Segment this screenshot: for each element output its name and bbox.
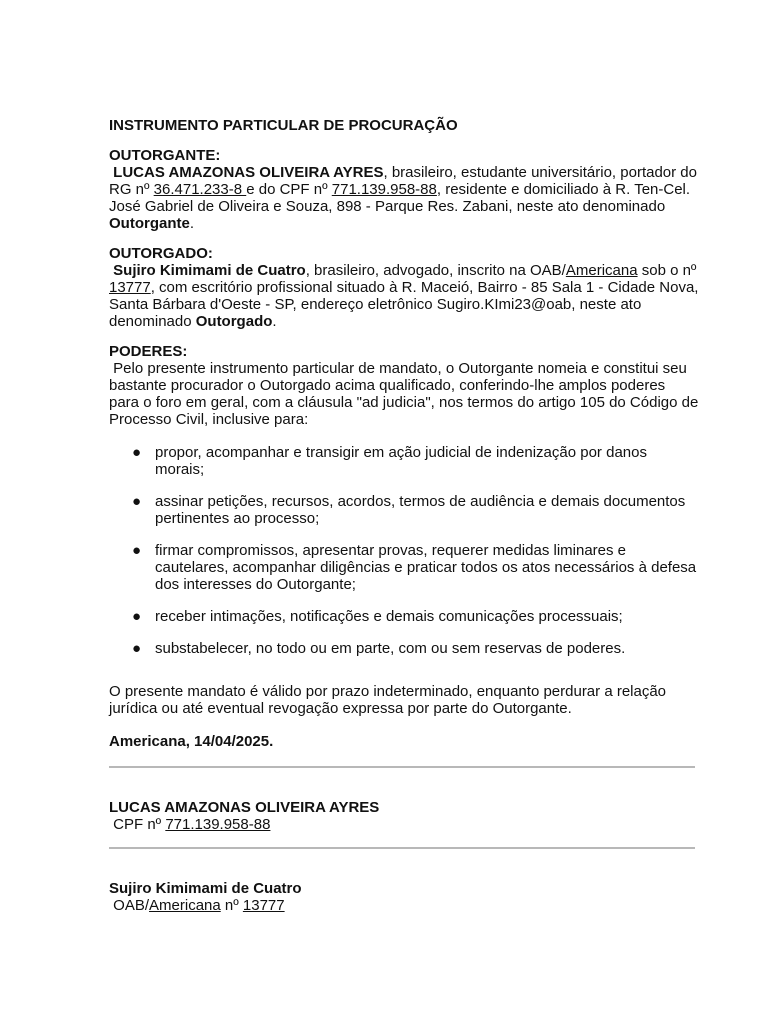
list-item-text: firmar compromissos, apresentar provas, requerer medidas liminares e cautelares, acompanhar diligências e praticar todos os atos necessários à defesa dos interesses do Outorgante; bbox=[155, 542, 697, 593]
signature-name-outorgado: Sujiro Kimimami de Cuatro bbox=[109, 880, 302, 897]
outorgante-rg: 36.471.233-8 bbox=[153, 181, 247, 198]
outorgante-name: LUCAS AMAZONAS OLIVEIRA AYRES bbox=[113, 164, 384, 181]
outorgado-name: Sujiro Kimimami de Cuatro bbox=[113, 262, 306, 279]
outorgado-text-1: , brasileiro, advogado, inscrito na OAB/ bbox=[305, 262, 566, 279]
outorgado-end: . bbox=[272, 313, 277, 330]
poderes-list bbox=[109, 444, 699, 657]
poderes-intro-paragraph bbox=[109, 360, 699, 428]
signature-name-outorgante: LUCAS AMAZONAS OLIVEIRA AYRES bbox=[109, 799, 380, 816]
list-item-text: substabelecer, no todo ou em parte, com ou sem reservas de poderes. bbox=[155, 640, 626, 657]
list-item bbox=[109, 640, 699, 657]
outorgante-text-2: e do CPF nº bbox=[246, 181, 332, 198]
document-title: INSTRUMENTO PARTICULAR DE PROCURAÇÃO bbox=[109, 117, 458, 134]
signature-id-prefix: CPF nº bbox=[113, 816, 166, 833]
list-item bbox=[109, 444, 699, 478]
signature-cpf: 771.139.958-88 bbox=[165, 816, 271, 833]
signature-line-2 bbox=[109, 847, 695, 849]
document-body bbox=[109, 117, 699, 750]
bullet-icon: ● bbox=[132, 493, 142, 510]
list-item bbox=[109, 608, 699, 625]
validity-paragraph: O presente mandato é válido por prazo indeterminado, enquanto perdurar a relação jurídica ou até eventual revogação expressa por parte do Outorgante. bbox=[109, 683, 667, 717]
list-item-text: propor, acompanhar e transigir em ação judicial de indenização por danos morais; bbox=[155, 444, 647, 478]
signature-oab-city: Americana bbox=[149, 897, 221, 914]
signature-id-prefix: OAB/ bbox=[113, 897, 150, 914]
bullet-icon: ● bbox=[132, 608, 142, 625]
signature-id-outorgado bbox=[109, 897, 302, 914]
poderes-label: PODERES: bbox=[109, 343, 188, 360]
signature-line-1 bbox=[109, 766, 695, 768]
signature-oab-number: 13777 bbox=[242, 897, 285, 914]
signature-block-outorgado bbox=[109, 880, 302, 914]
bullet-icon: ● bbox=[132, 640, 142, 657]
outorgado-paragraph bbox=[109, 262, 699, 330]
outorgante-role: Outorgante bbox=[109, 215, 190, 232]
outorgado-oab-number: 13777 bbox=[109, 279, 151, 296]
outorgado-label: OUTORGADO: bbox=[109, 245, 213, 262]
list-item-text: assinar petições, recursos, acordos, termos de audiência e demais documentos pertinentes ao processo; bbox=[155, 493, 686, 527]
list-item bbox=[109, 493, 699, 527]
outorgante-cpf: 771.139.958-88 bbox=[331, 181, 437, 198]
outorgado-text-2: sob o nº bbox=[637, 262, 697, 279]
outorgante-end: . bbox=[189, 215, 195, 232]
outorgante-text-1: , brasileiro, estudante universitário, portador do RG nº bbox=[109, 164, 697, 198]
poderes-intro: Pelo presente instrumento particular de mandato, o Outorgante nomeia e constitui seu bastante procurador o Outorgado acima qualificado, conferindo-lhe amplos poderes para o foro em geral, com a cláusula "ad judicia", nos termos do artigo 105 do Código de Processo Civil, inclusive para: bbox=[109, 360, 699, 428]
list-item bbox=[109, 542, 699, 593]
outorgado-section bbox=[109, 245, 699, 330]
list-item-text: receber intimações, notificações e demais comunicações processuais; bbox=[155, 608, 623, 625]
bullet-icon: ● bbox=[132, 444, 142, 461]
signature-block-outorgante bbox=[109, 799, 379, 833]
outorgado-oab-city: Americana bbox=[565, 262, 638, 279]
signature-id-outorgante bbox=[109, 816, 379, 833]
outorgante-section bbox=[109, 147, 699, 232]
poderes-section bbox=[109, 343, 699, 657]
outorgante-text-3: , residente e domiciliado à R. Ten-Cel. José Gabriel de Oliveira e Souza, 898 - Parque Res. Zabani, neste ato denominado bbox=[109, 181, 691, 215]
outorgado-text-3: , com escritório profissional situado à R. Maceió, Bairro - 85 Sala 1 - Cidade Nova, Santa Bárbara d'Oeste - SP, endereço eletrônico Sugiro.KImi23@oab, neste ato denominado bbox=[109, 279, 699, 330]
outorgado-role: Outorgado bbox=[195, 313, 273, 330]
bullet-icon: ● bbox=[132, 542, 142, 559]
signature-id-mid: nº bbox=[220, 897, 243, 914]
outorgante-label: OUTORGANTE: bbox=[109, 147, 221, 164]
date-line: Americana, 14/04/2025. bbox=[109, 733, 274, 750]
outorgante-paragraph bbox=[109, 164, 699, 232]
